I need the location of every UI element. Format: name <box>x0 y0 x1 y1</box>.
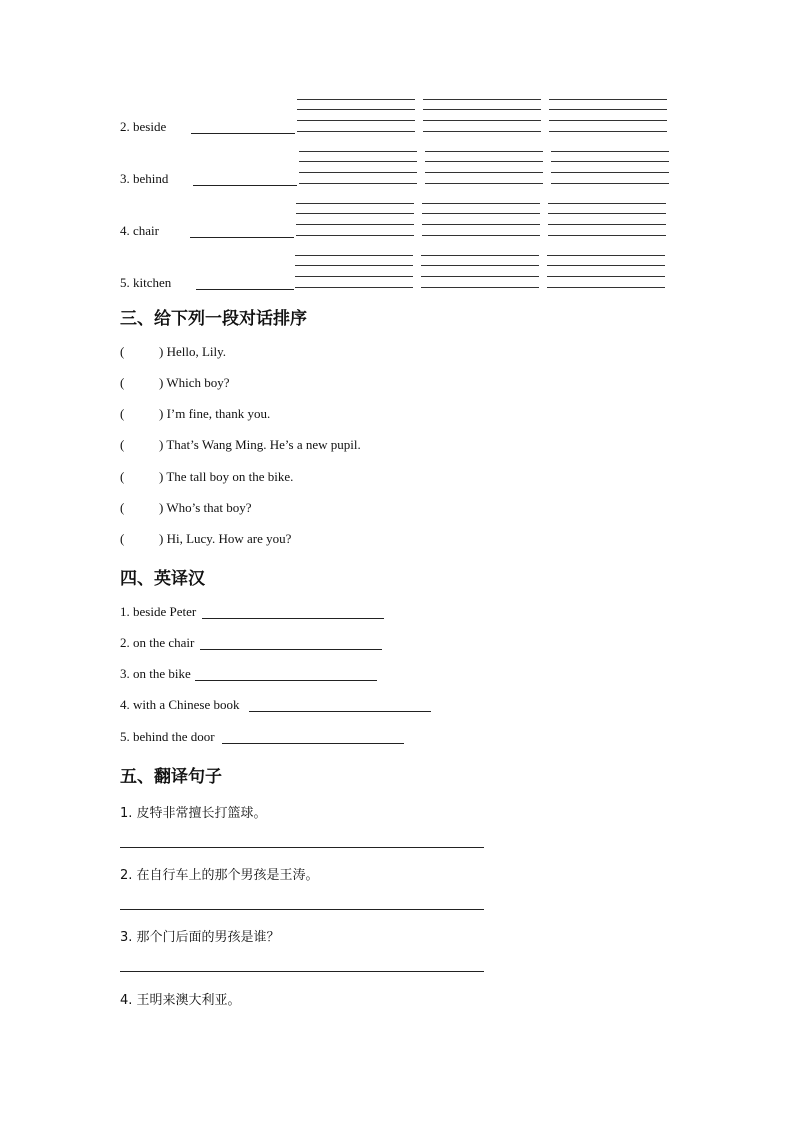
section-title-translate-phrases: 四、英译汉 <box>120 569 205 589</box>
paren-open: ( <box>120 531 125 546</box>
answer-blank[interactable] <box>196 289 294 290</box>
answer-blank[interactable] <box>202 618 384 619</box>
sentence-item: 1. 皮特非常擅长打篮球。 <box>120 806 267 821</box>
answer-line[interactable] <box>120 909 484 910</box>
phrase-item: 2. on the chair <box>120 635 195 650</box>
dialogue-line: ) That’s Wang Ming. He’s a new pupil. <box>159 437 361 452</box>
paren-open: ( <box>120 437 125 452</box>
answer-line[interactable] <box>120 847 484 848</box>
dialogue-line: ) Hello, Lily. <box>159 344 227 359</box>
dialogue-line: ) Who’s that boy? <box>159 500 252 515</box>
answer-blank[interactable] <box>190 237 294 238</box>
paren-open: ( <box>120 375 125 390</box>
answer-blank[interactable] <box>191 133 295 134</box>
paren-open: ( <box>120 500 125 515</box>
sentence-item: 2. 在自行车上的那个男孩是王涛。 <box>120 868 319 883</box>
sentence-item: 4. 王明来澳大利亚。 <box>120 993 241 1008</box>
phrase-item: 4. with a Chinese book <box>120 697 240 712</box>
answer-blank[interactable] <box>193 185 297 186</box>
word-label-beside: 2. beside <box>120 119 167 134</box>
phrase-item: 1. beside Peter <box>120 604 197 619</box>
answer-line[interactable] <box>120 971 484 972</box>
section-title-translate-sentences: 五、翻译句子 <box>120 767 222 787</box>
paren-open: ( <box>120 469 125 484</box>
sentence-item: 3. 那个门后面的男孩是谁？ <box>120 930 280 945</box>
word-label-behind: 3. behind <box>120 171 169 186</box>
word-label-chair: 4. chair <box>120 223 159 238</box>
phrase-item: 3. on the bike <box>120 666 191 681</box>
dialogue-line: ) Which boy? <box>159 375 230 390</box>
answer-blank[interactable] <box>195 680 377 681</box>
dialogue-line: ) I’m fine, thank you. <box>159 406 271 421</box>
paren-open: ( <box>120 406 125 421</box>
section-title-dialogue-order: 三、给下列一段对话排序 <box>120 309 307 329</box>
answer-blank[interactable] <box>222 743 404 744</box>
phrase-item: 5. behind the door <box>120 729 215 744</box>
answer-blank[interactable] <box>249 711 431 712</box>
word-label-kitchen: 5. kitchen <box>120 275 172 290</box>
answer-blank[interactable] <box>200 649 382 650</box>
dialogue-line: ) Hi, Lucy. How are you? <box>159 531 292 546</box>
paren-open: ( <box>120 344 125 359</box>
dialogue-line: ) The tall boy on the bike. <box>159 469 294 484</box>
